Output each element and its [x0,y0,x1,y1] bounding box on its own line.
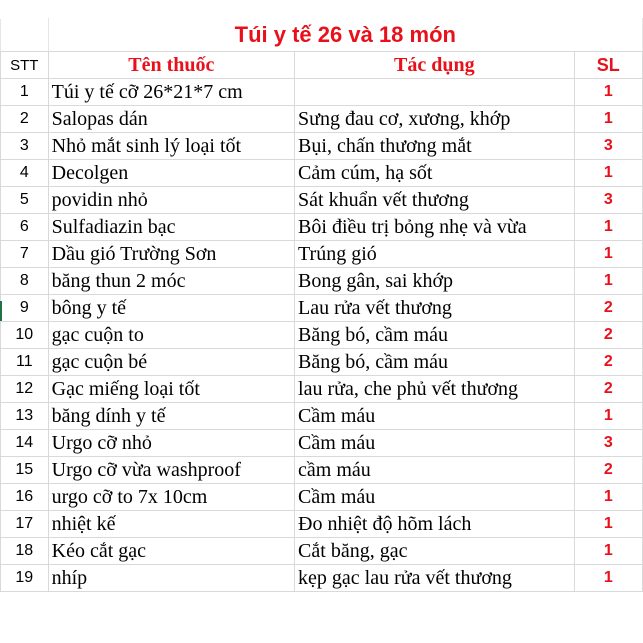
cell-stt[interactable]: 8 [1,268,49,295]
cell-stt[interactable]: 6 [1,214,49,241]
cell-qty[interactable]: 1 [574,538,642,565]
cell-stt[interactable]: 13 [1,403,49,430]
cell-stt[interactable]: 14 [1,430,49,457]
cell-effect[interactable]: Cầm máu [295,403,575,430]
header-stt[interactable]: STT [1,52,49,79]
cell-stt[interactable]: 1 [1,79,49,106]
cell-name[interactable]: gạc cuộn bé [48,349,294,376]
cell-name[interactable]: Kéo cắt gạc [48,538,294,565]
cell-name[interactable]: băng dính y tế [48,403,294,430]
title-blank-cell[interactable] [1,19,49,52]
cell-effect[interactable]: kẹp gạc lau rửa vết thương [295,565,575,592]
cell-effect[interactable]: Đo nhiệt độ hõm lách [295,511,575,538]
cell-effect[interactable]: lau rửa, che phủ vết thương [295,376,575,403]
cell-name[interactable]: Salopas dán [48,106,294,133]
table-row [1,241,643,268]
cell-effect[interactable]: Cầm máu [295,430,575,457]
cell-effect[interactable]: Bụi, chấn thương mắt [295,133,575,160]
cell-effect[interactable]: Trúng gió [295,241,575,268]
table-row [1,565,643,592]
cell-effect[interactable]: Bôi điều trị bỏng nhẹ và vừa [295,214,575,241]
cell-name[interactable]: urgo cỡ to 7x 10cm [48,484,294,511]
table-row [1,457,643,484]
cell-stt[interactable]: 9 [1,295,49,322]
table-row [1,79,643,106]
spreadsheet [0,18,643,608]
cell-stt[interactable]: 3 [1,133,49,160]
cell-name[interactable]: Dầu gió Trường Sơn [48,241,294,268]
table-row [1,133,643,160]
cell-stt[interactable]: 12 [1,376,49,403]
table-row [1,187,643,214]
cell-name[interactable]: băng thun 2 móc [48,268,294,295]
header-name[interactable]: Tên thuốc [48,52,294,79]
cell-stt[interactable]: 5 [1,187,49,214]
cell-name[interactable]: Urgo cỡ nhỏ [48,430,294,457]
cell-qty[interactable]: 3 [574,430,642,457]
cell-effect[interactable]: Cắt băng, gạc [295,538,575,565]
cell-qty[interactable]: 1 [574,241,642,268]
table-row [1,484,643,511]
cell-name[interactable]: nhíp [48,565,294,592]
cell-qty[interactable]: 3 [574,187,642,214]
table-row [1,403,643,430]
cell-effect[interactable]: Cảm cúm, hạ sốt [295,160,575,187]
cell-name[interactable]: nhiệt kế [48,511,294,538]
cell-effect[interactable]: Bong gân, sai khớp [295,268,575,295]
cell-name[interactable]: Túi y tế cỡ 26*21*7 cm [48,79,294,106]
cell-effect[interactable] [295,79,575,106]
cell-qty[interactable]: 2 [574,349,642,376]
cell-stt[interactable]: 17 [1,511,49,538]
table-row [1,376,643,403]
table-row [1,349,643,376]
cell-qty[interactable]: 1 [574,484,642,511]
cell-name[interactable]: gạc cuộn to [48,322,294,349]
cell-qty[interactable]: 2 [574,457,642,484]
cell-name[interactable]: Urgo cỡ vừa washproof [48,457,294,484]
cell-name[interactable]: Gạc miếng loại tốt [48,376,294,403]
cell-effect[interactable]: Lau rửa vết thương [295,295,575,322]
cell-stt[interactable]: 18 [1,538,49,565]
cell-stt[interactable]: 11 [1,349,49,376]
table-row [1,214,643,241]
cell-qty[interactable]: 1 [574,403,642,430]
table-row [1,430,643,457]
table-row [1,538,643,565]
cell-qty[interactable]: 1 [574,511,642,538]
cell-effect[interactable]: cầm máu [295,457,575,484]
cell-stt[interactable]: 19 [1,565,49,592]
cell-name[interactable]: Decolgen [48,160,294,187]
table-row [1,160,643,187]
header-qty[interactable]: SL [574,52,642,79]
cell-qty[interactable]: 1 [574,268,642,295]
cell-stt[interactable]: 2 [1,106,49,133]
cell-stt[interactable]: 10 [1,322,49,349]
table-row [1,511,643,538]
cell-qty[interactable]: 1 [574,565,642,592]
cell-qty[interactable]: 2 [574,322,642,349]
cell-effect[interactable]: Băng bó, cầm máu [295,322,575,349]
table-row [1,322,643,349]
table-row [1,268,643,295]
header-row [1,52,643,79]
cell-effect[interactable]: Băng bó, cầm máu [295,349,575,376]
cell-effect[interactable]: Sát khuẩn vết thương [295,187,575,214]
cell-name[interactable]: Nhỏ mắt sinh lý loại tốt [48,133,294,160]
cell-qty[interactable]: 1 [574,160,642,187]
cell-name[interactable]: povidin nhỏ [48,187,294,214]
cell-effect[interactable]: Cầm máu [295,484,575,511]
title-row [1,19,643,52]
active-row-marker [0,301,2,321]
cell-stt[interactable]: 16 [1,484,49,511]
cell-qty[interactable]: 2 [574,376,642,403]
cell-stt[interactable]: 7 [1,241,49,268]
cell-qty[interactable]: 1 [574,214,642,241]
cell-effect[interactable]: Sưng đau cơ, xương, khớp [295,106,575,133]
cell-qty[interactable]: 3 [574,133,642,160]
cell-qty[interactable]: 1 [574,106,642,133]
cell-stt[interactable]: 4 [1,160,49,187]
table-row [1,106,643,133]
cell-qty[interactable]: 2 [574,295,642,322]
cell-stt[interactable]: 15 [1,457,49,484]
cell-name[interactable]: Sulfadiazin bạc [48,214,294,241]
sheet-title[interactable]: Túi y tế 26 và 18 món [48,19,642,52]
table-row [1,295,643,322]
item-table [0,18,643,592]
cell-qty[interactable]: 1 [574,79,642,106]
cell-name[interactable]: bông y tế [48,295,294,322]
header-effect[interactable]: Tác dụng [295,52,575,79]
